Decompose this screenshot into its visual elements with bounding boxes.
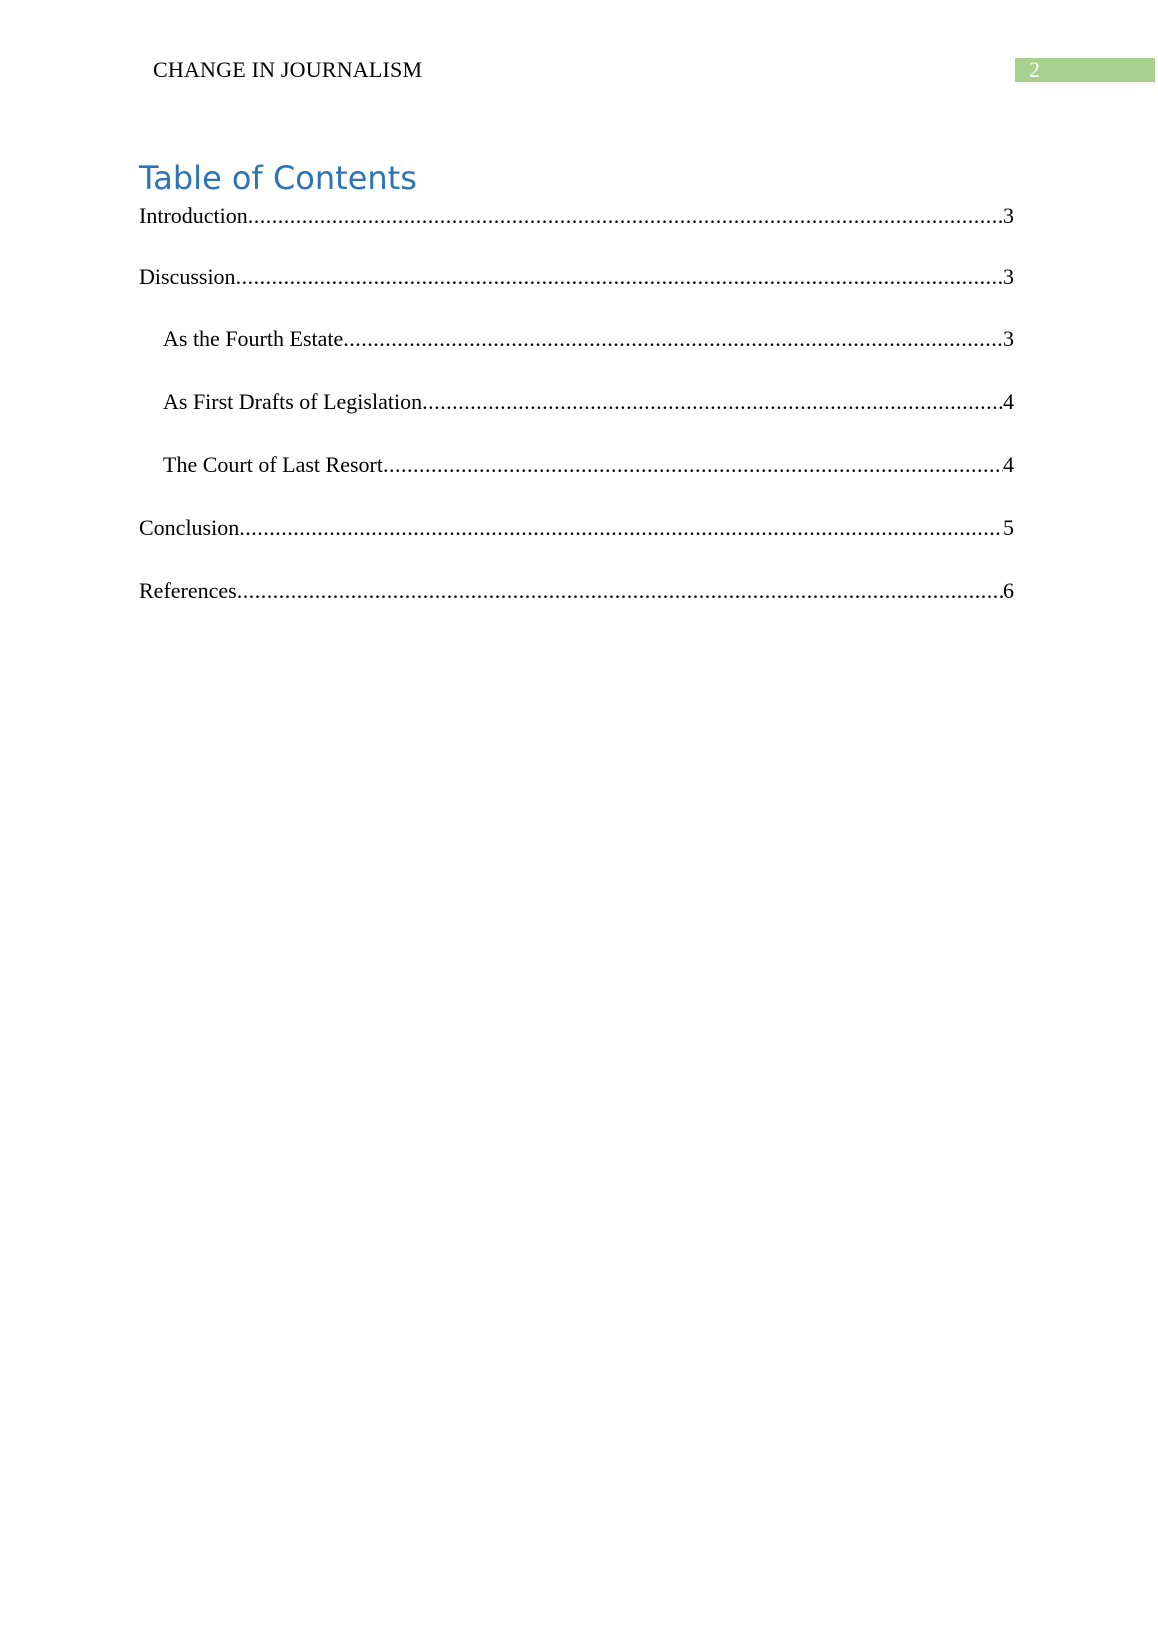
toc-entry-page: 3 bbox=[1003, 326, 1014, 351]
toc-dot-leader bbox=[236, 262, 1003, 292]
toc-entry-page: 5 bbox=[1003, 515, 1014, 540]
toc-dot-leader bbox=[239, 513, 1003, 543]
toc-entry-title: As First Drafts of Legislation bbox=[163, 389, 423, 414]
page-number-bar bbox=[1015, 58, 1155, 82]
running-head: CHANGE IN JOURNALISM bbox=[153, 57, 423, 82]
toc-entry-page: 6 bbox=[1003, 578, 1014, 603]
toc-dot-leader bbox=[383, 450, 1003, 480]
toc-entry-title: Discussion bbox=[139, 264, 236, 289]
toc-entry-court-last-resort[interactable] bbox=[163, 450, 1014, 480]
toc-entry-title: References bbox=[139, 578, 237, 603]
toc-dot-leader bbox=[248, 201, 1003, 231]
toc-dot-leader bbox=[237, 576, 1003, 606]
toc-entry-page: 3 bbox=[1003, 203, 1014, 228]
toc-entry-references[interactable] bbox=[139, 576, 1014, 606]
toc-entry-introduction[interactable] bbox=[139, 201, 1014, 231]
toc-entry-page: 4 bbox=[1003, 452, 1014, 477]
toc-entry-page: 3 bbox=[1003, 264, 1014, 289]
toc-entry-page: 4 bbox=[1003, 389, 1014, 414]
toc-heading: Table of Contents bbox=[139, 159, 417, 197]
toc-entry-title: Introduction bbox=[139, 203, 248, 228]
toc-entry-discussion[interactable] bbox=[139, 262, 1014, 292]
toc-entry-fourth-estate[interactable] bbox=[163, 324, 1014, 354]
toc-entry-title: As the Fourth Estate bbox=[163, 326, 344, 351]
toc-entry-first-drafts[interactable] bbox=[163, 387, 1014, 417]
toc-dot-leader bbox=[343, 324, 1003, 354]
page-number: 2 bbox=[1029, 57, 1040, 82]
toc-entry-title: The Court of Last Resort bbox=[163, 452, 383, 477]
toc-entry-conclusion[interactable] bbox=[139, 513, 1014, 543]
toc-entry-title: Conclusion bbox=[139, 515, 240, 540]
toc-dot-leader bbox=[422, 387, 1003, 417]
